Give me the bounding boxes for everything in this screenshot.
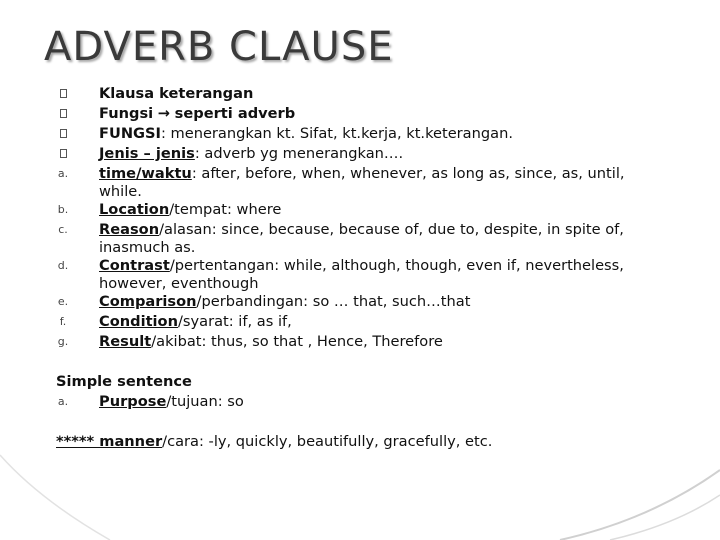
item-label: Contrast xyxy=(99,257,170,274)
bullet-label: FUNGSI xyxy=(99,125,161,142)
checkbox-icon xyxy=(56,84,70,105)
item-continuation: inasmuch as. xyxy=(99,239,196,256)
item-label: Location xyxy=(99,201,170,218)
checkbox-icon xyxy=(56,144,70,165)
list-marker: b. xyxy=(57,203,69,216)
list-item xyxy=(56,256,696,292)
checkbox-icon xyxy=(56,104,70,125)
item-text: /tempat: where xyxy=(169,201,282,218)
bullet-item xyxy=(56,104,696,124)
list-item xyxy=(56,164,696,200)
bullet-label: Jenis – jenis xyxy=(99,145,195,162)
item-continuation: however, eventhough xyxy=(99,275,259,292)
content-body xyxy=(56,84,696,452)
bullet-item xyxy=(56,84,696,104)
bullet-text: : menerangkan kt. Sifat, kt.kerja, kt.keterangan. xyxy=(160,125,513,142)
item-label: Reason xyxy=(99,221,160,238)
item-label: time/waktu xyxy=(99,165,192,182)
arrow-right-icon: → xyxy=(157,105,171,122)
list-marker: f. xyxy=(59,315,67,328)
item-text: /akibat: thus, so that , Hence, Therefore xyxy=(151,333,443,350)
list-marker: d. xyxy=(57,259,69,272)
list-marker: e. xyxy=(57,295,69,308)
item-text: /alasan: since, because, because of, due to, despite, in spite of, xyxy=(159,221,624,238)
list-marker: g. xyxy=(57,335,69,348)
item-text: : after, before, when, whenever, as long as, since, as, until, xyxy=(191,165,625,182)
manner-line xyxy=(56,432,696,452)
item-label: Purpose xyxy=(99,393,167,410)
bullet-text: : adverb yg menerangkan…. xyxy=(194,145,404,162)
bullet-label: Fungsi xyxy=(99,105,154,122)
item-label: Result xyxy=(99,333,152,350)
item-text: /pertentangan: while, although, though, even if, nevertheless, xyxy=(169,257,624,274)
list-marker: a. xyxy=(57,167,69,180)
list-marker: a. xyxy=(57,395,69,408)
item-text: /tujuan: so xyxy=(166,393,244,410)
bullet-item xyxy=(56,144,696,164)
item-text: /syarat: if, as if, xyxy=(177,313,292,330)
manner-text: /cara: -ly, quickly, beautifully, gracefully, etc. xyxy=(162,433,493,450)
page-title: ADVERB CLAUSE xyxy=(44,24,394,70)
manner-label: ***** manner xyxy=(56,433,163,450)
list-item xyxy=(56,332,696,352)
checkbox-icon xyxy=(56,124,70,145)
bullet-label: Klausa keterangan xyxy=(99,85,254,102)
list-item xyxy=(56,312,696,332)
bullet-item xyxy=(56,124,696,144)
section-heading: Simple sentence xyxy=(56,373,192,390)
list-item xyxy=(56,200,696,220)
item-label: Comparison xyxy=(99,293,197,310)
bullet-label-2: seperti adverb xyxy=(174,105,296,122)
item-label: Condition xyxy=(99,313,178,330)
item-text: /perbandingan: so … that, such…that xyxy=(196,293,471,310)
item-continuation: while. xyxy=(99,183,142,200)
list-item xyxy=(56,392,696,412)
list-marker: c. xyxy=(58,223,68,236)
list-item xyxy=(56,220,696,256)
list-item xyxy=(56,292,696,312)
